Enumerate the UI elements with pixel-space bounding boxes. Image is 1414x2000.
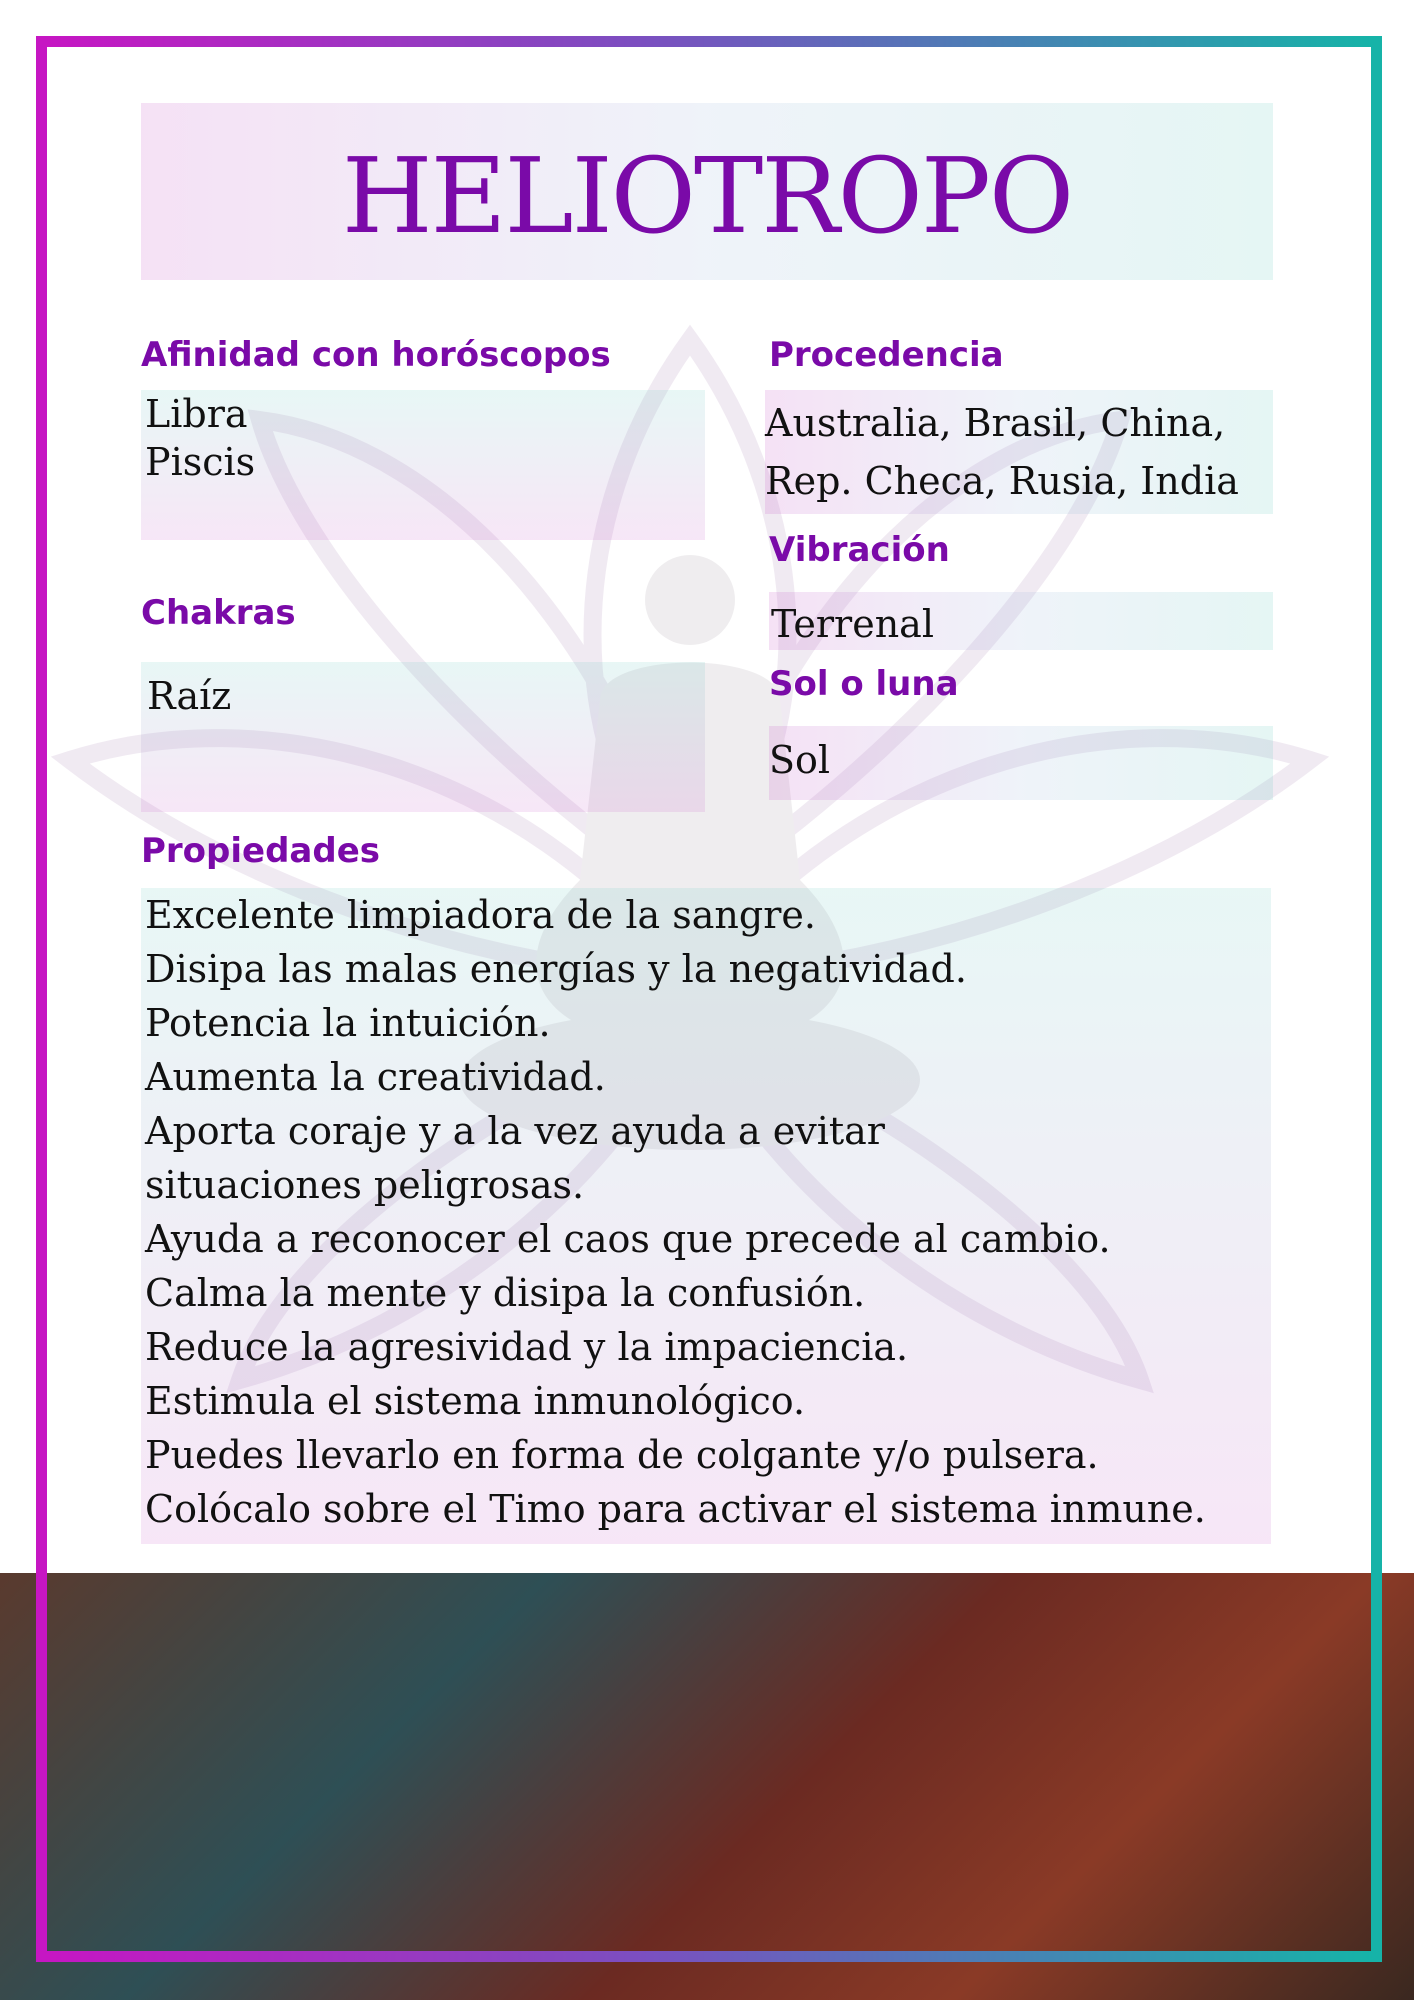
horoscopos-list — [145, 390, 701, 486]
horoscopos-box — [141, 390, 705, 540]
propiedad-item: Estimula el sistema inmunológico. — [145, 1379, 806, 1423]
vibracion-box — [769, 592, 1273, 650]
propiedad-item: Ayuda a reconocer el caos que precede al cambio. — [145, 1217, 1111, 1261]
propiedad-item: Reduce la agresividad y la impaciencia. — [145, 1325, 909, 1369]
sol-luna-box — [769, 726, 1273, 800]
horoscopo-item: Libra — [145, 392, 248, 436]
propiedad-item: Puedes llevarlo en forma de colgante y/o pulsera. — [145, 1433, 1099, 1477]
procedencia-label: Procedencia — [769, 335, 1004, 375]
propiedades-label: Propiedades — [141, 831, 381, 871]
propiedades-list — [145, 888, 1206, 1536]
chakras-box — [141, 662, 705, 812]
sol-luna-value: Sol — [769, 738, 831, 782]
propiedad-item: Disipa las malas energías y la negatividad. — [145, 947, 967, 991]
horoscopo-item: Piscis — [145, 440, 256, 484]
procedencia-box — [765, 390, 1273, 514]
procedencia-line: Rep. Checa, Rusia, India — [765, 459, 1239, 503]
propiedad-item: Calma la mente y disipa la confusión. — [145, 1271, 866, 1315]
heliotrope-stone-photo — [0, 1573, 1414, 2000]
propiedad-item: Potencia la intuición. — [145, 1001, 551, 1045]
vibracion-label: Vibración — [769, 530, 950, 570]
procedencia-list — [765, 394, 1273, 510]
sol-luna-label: Sol o luna — [769, 664, 959, 704]
horoscopos-label: Afinidad con horóscopos — [141, 335, 611, 375]
propiedad-item: Aumenta la creatividad. — [145, 1055, 606, 1099]
page-title: HELIOTROPO — [341, 134, 1073, 257]
chakras-label: Chakras — [141, 593, 296, 633]
vibracion-value: Terrenal — [771, 602, 934, 646]
procedencia-line: Australia, Brasil, China, — [765, 401, 1226, 445]
propiedad-item: Colócalo sobre el Timo para activar el sistema inmune. — [145, 1487, 1206, 1531]
title-banner — [141, 103, 1273, 280]
propiedades-box — [141, 888, 1271, 1544]
propiedad-item: Excelente limpiadora de la sangre. — [145, 893, 816, 937]
propiedad-item: Aporta coraje y a la vez ayuda a evitar situaciones peligrosas. — [145, 1109, 885, 1207]
chakras-value: Raíz — [147, 674, 232, 718]
